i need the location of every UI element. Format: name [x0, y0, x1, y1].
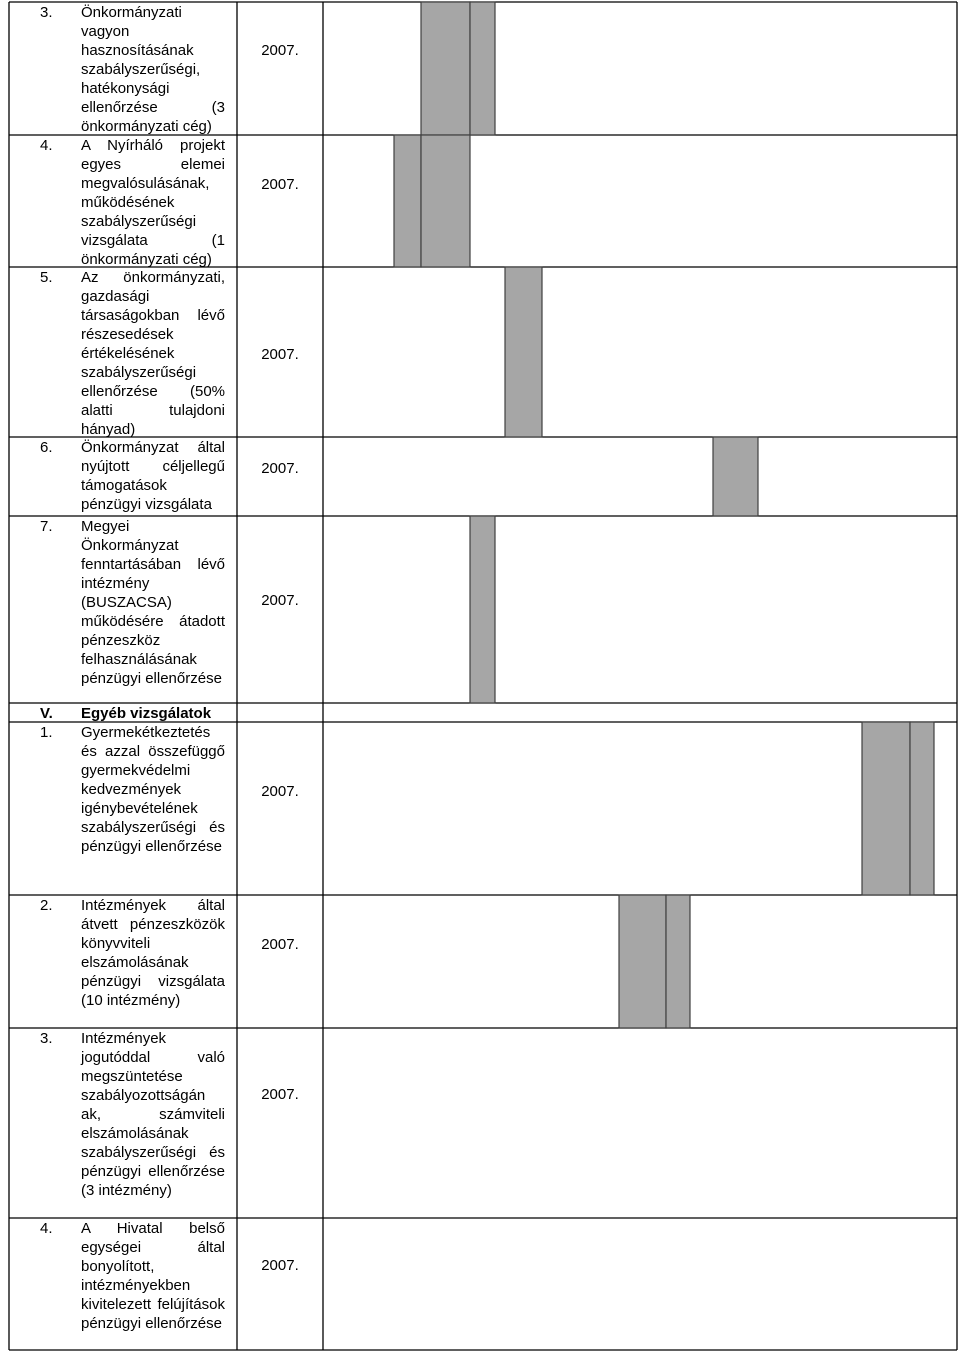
row-number: 7.: [40, 518, 53, 535]
section-title: Egyéb vizsgálatok: [81, 705, 212, 722]
schedule-bar: [505, 267, 542, 437]
schedule-bar: [862, 722, 910, 895]
row-description: A Nyírháló projekt egyes elemei megvalósulásának, működésének szabályszerűségi vizsgálata (1 önkormányzati cég): [81, 137, 225, 268]
schedule-bar: [421, 2, 470, 135]
row-year: 2007.: [261, 346, 299, 363]
row-description: Önkormányzat által nyújtott céljellegű támogatások pénzügyi vizsgálata: [81, 439, 225, 513]
schedule-bar: [666, 895, 690, 1028]
row-number: 4.: [40, 137, 53, 154]
row-year: 2007.: [261, 783, 299, 800]
row-year: 2007.: [261, 592, 299, 609]
row-description: Intézmények jogutóddal való megszüntetése szabályozottságán ak, számviteli elszámolásának szabályszerűségi és pénzügyi ellenőrzése (3 intézmény): [81, 1030, 225, 1199]
row-year: 2007.: [261, 936, 299, 953]
row-description: Gyermekétkeztetés és azzal összefüggő gyermekvédelmi kedvezmények igénybevételének szabályszerűségi és pénzügyi ellenőrzése: [81, 724, 225, 855]
schedule-bar: [421, 135, 470, 267]
row-description: A Hivatal belső egységei által bonyolított, intézményekben kivitelezett felújítások pénzügyi ellenőrzése: [81, 1220, 225, 1332]
schedule-bar: [910, 722, 934, 895]
row-description: Intézmények által átvett pénzeszközök könyvviteli elszámolásának pénzügyi vizsgálata (10 intézmény): [81, 897, 225, 1009]
schedule-bar: [619, 895, 666, 1028]
row-number: 3.: [40, 4, 53, 21]
row-number: 6.: [40, 439, 53, 456]
schedule-bar: [394, 135, 421, 267]
row-year: 2007.: [261, 460, 299, 477]
schedule-bar: [470, 516, 495, 703]
row-number: 4.: [40, 1220, 53, 1237]
row-year: 2007.: [261, 176, 299, 193]
row-description: Önkormányzati vagyon hasznosításának szabályszerűségi, hatékonysági ellenőrzése (3 önkormányzati cég): [81, 4, 225, 135]
schedule-bar: [470, 2, 495, 135]
row-year: 2007.: [261, 42, 299, 59]
row-description: Az önkormányzati, gazdasági társaságokban lévő részesedések értékelésének szabályszerűségi ellenőrzése (50% alatti tulajdoni hányad): [81, 269, 225, 438]
row-number: 5.: [40, 269, 53, 286]
row-number: 2.: [40, 897, 53, 914]
row-year: 2007.: [261, 1257, 299, 1274]
schedule-bar: [713, 437, 758, 516]
row-number: 3.: [40, 1030, 53, 1047]
row-year: 2007.: [261, 1086, 299, 1103]
section-number: V.: [40, 705, 53, 722]
row-number: 1.: [40, 724, 53, 741]
row-description: Megyei Önkormányzat fenntartásában lévő intézmény (BUSZACSA) működésére átadott pénzeszköz felhasználásának pénzügyi ellenőrzése: [81, 518, 225, 687]
